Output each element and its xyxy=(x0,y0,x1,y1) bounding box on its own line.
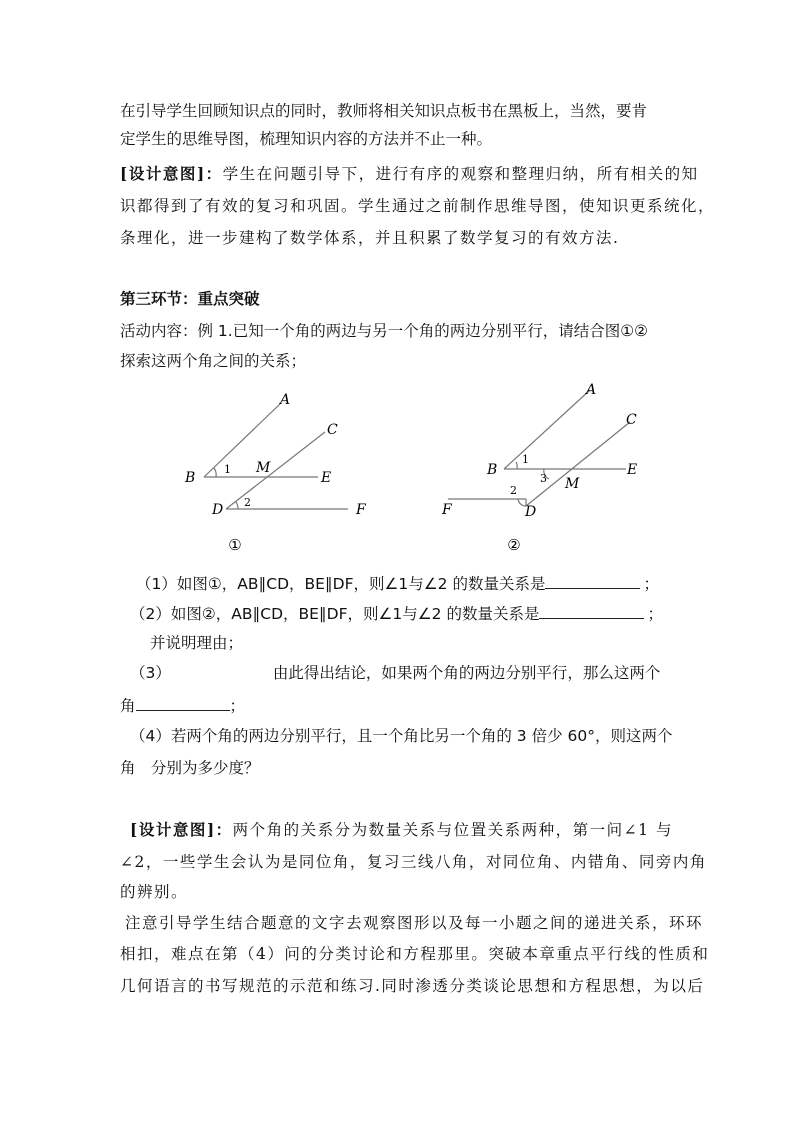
question-2: （2）如图②，AB∥CD，BE∥DF，则∠1与∠2 的数量关系是 ； xyxy=(130,602,663,624)
fig2-angle-2: 2 xyxy=(510,484,517,497)
fig1-caption: ① xyxy=(228,536,242,554)
design-intent-1-line-3: 条理化，进一步建构了数学体系，并且积累了数学复习的有效方法. xyxy=(120,229,620,247)
design-intent-2-line-2: ∠2，一些学生会认为是同位角，复习三线八角，对同位角、内错角、同旁内角 xyxy=(120,853,707,871)
activity-line-2: 探索这两个角之间的关系； xyxy=(120,352,307,370)
question-2-line-2: 并说明理由； xyxy=(150,634,244,652)
fig2-label-c: C xyxy=(626,412,637,428)
fig2-label-m: M xyxy=(565,476,580,492)
question-1: （1）如图①，AB∥CD，BE∥DF，则∠1与∠2 的数量关系是 ； xyxy=(136,572,659,594)
activity-line-1: 活动内容：例 1.已知一个角的两边与另一个角的两边分别平行，请结合图①② xyxy=(120,322,649,340)
answer-blank-1[interactable] xyxy=(545,572,640,589)
question-4-line-1: （4）若两个角的两边分别平行，且一个角比另一个角的 3 倍少 60°，则这两个 xyxy=(130,727,673,745)
figure-2 xyxy=(438,378,668,558)
design-intent-label: [设计意图]： xyxy=(120,164,223,183)
design-intent-1-line-1: [设计意图]：学生在问题引导下，进行有序的观察和整理归纳，所有相关的知 xyxy=(120,164,699,183)
fig1-angle-2: 2 xyxy=(244,496,251,509)
fig2-label-b: B xyxy=(487,462,498,478)
answer-blank-2[interactable] xyxy=(539,602,644,619)
fig2-label-a: A xyxy=(586,382,597,398)
design-intent-2-line-5: 相扣，难点在第（4）问的分类讨论和方程那里。突破本章重点平行线的性质和 xyxy=(120,945,710,963)
design-intent-2-line-6: 几何语言的书写规范的示范和练习.同时渗透分类谈论思想和方程思想，为以后 xyxy=(120,977,705,995)
design-intent-2-line-1: [设计意图]：两个角的关系分为数量关系与位置关系两种，第一问∠1 与 xyxy=(130,820,673,839)
fig1-label-b: B xyxy=(185,470,196,486)
section-title: 第三环节：重点突破 xyxy=(120,290,260,308)
intro-line-1: 在引导学生回顾知识点的同时，教师将相关知识点板书在黑板上，当然，要肯 xyxy=(120,102,648,120)
question-4-line-2: 角 分别为多少度？ xyxy=(120,759,260,777)
fig2-label-d: D xyxy=(525,504,537,520)
fig2-angle-1: 1 xyxy=(522,453,529,466)
question-3-line-2: 角 ； xyxy=(120,694,245,716)
design-intent-2-line-3: 的辨别。 xyxy=(120,883,189,901)
intro-line-2: 定学生的思维导图，梳理知识内容的方法并不止一种。 xyxy=(120,130,493,148)
answer-blank-3[interactable] xyxy=(136,694,230,711)
fig2-label-f: F xyxy=(442,502,452,518)
fig1-label-c: C xyxy=(327,422,338,438)
design-intent-2-line-4: 注意引导学生结合题意的文字去观察图形以及每一小题之间的递进关系，环环 xyxy=(125,914,704,932)
fig1-label-f: F xyxy=(356,502,366,518)
question-3: （3） 由此得出结论，如果两个角的两边分别平行，那么这两个 xyxy=(130,664,661,682)
figure-1 xyxy=(180,388,380,558)
fig2-caption: ② xyxy=(507,536,521,554)
fig1-label-m: M xyxy=(256,460,271,476)
design-intent-1-line-2: 识都得到了有效的复习和巩固。学生通过之前制作思维导图，使知识更系统化， xyxy=(120,197,716,215)
fig2-label-e: E xyxy=(627,462,638,478)
fig1-angle-1: 1 xyxy=(224,463,231,476)
fig1-label-e: E xyxy=(321,470,332,486)
fig1-label-d: D xyxy=(212,502,224,518)
design-intent-label-2: [设计意图]： xyxy=(130,820,233,839)
fig1-label-a: A xyxy=(280,392,291,408)
fig2-angle-3: 3 xyxy=(540,472,547,485)
